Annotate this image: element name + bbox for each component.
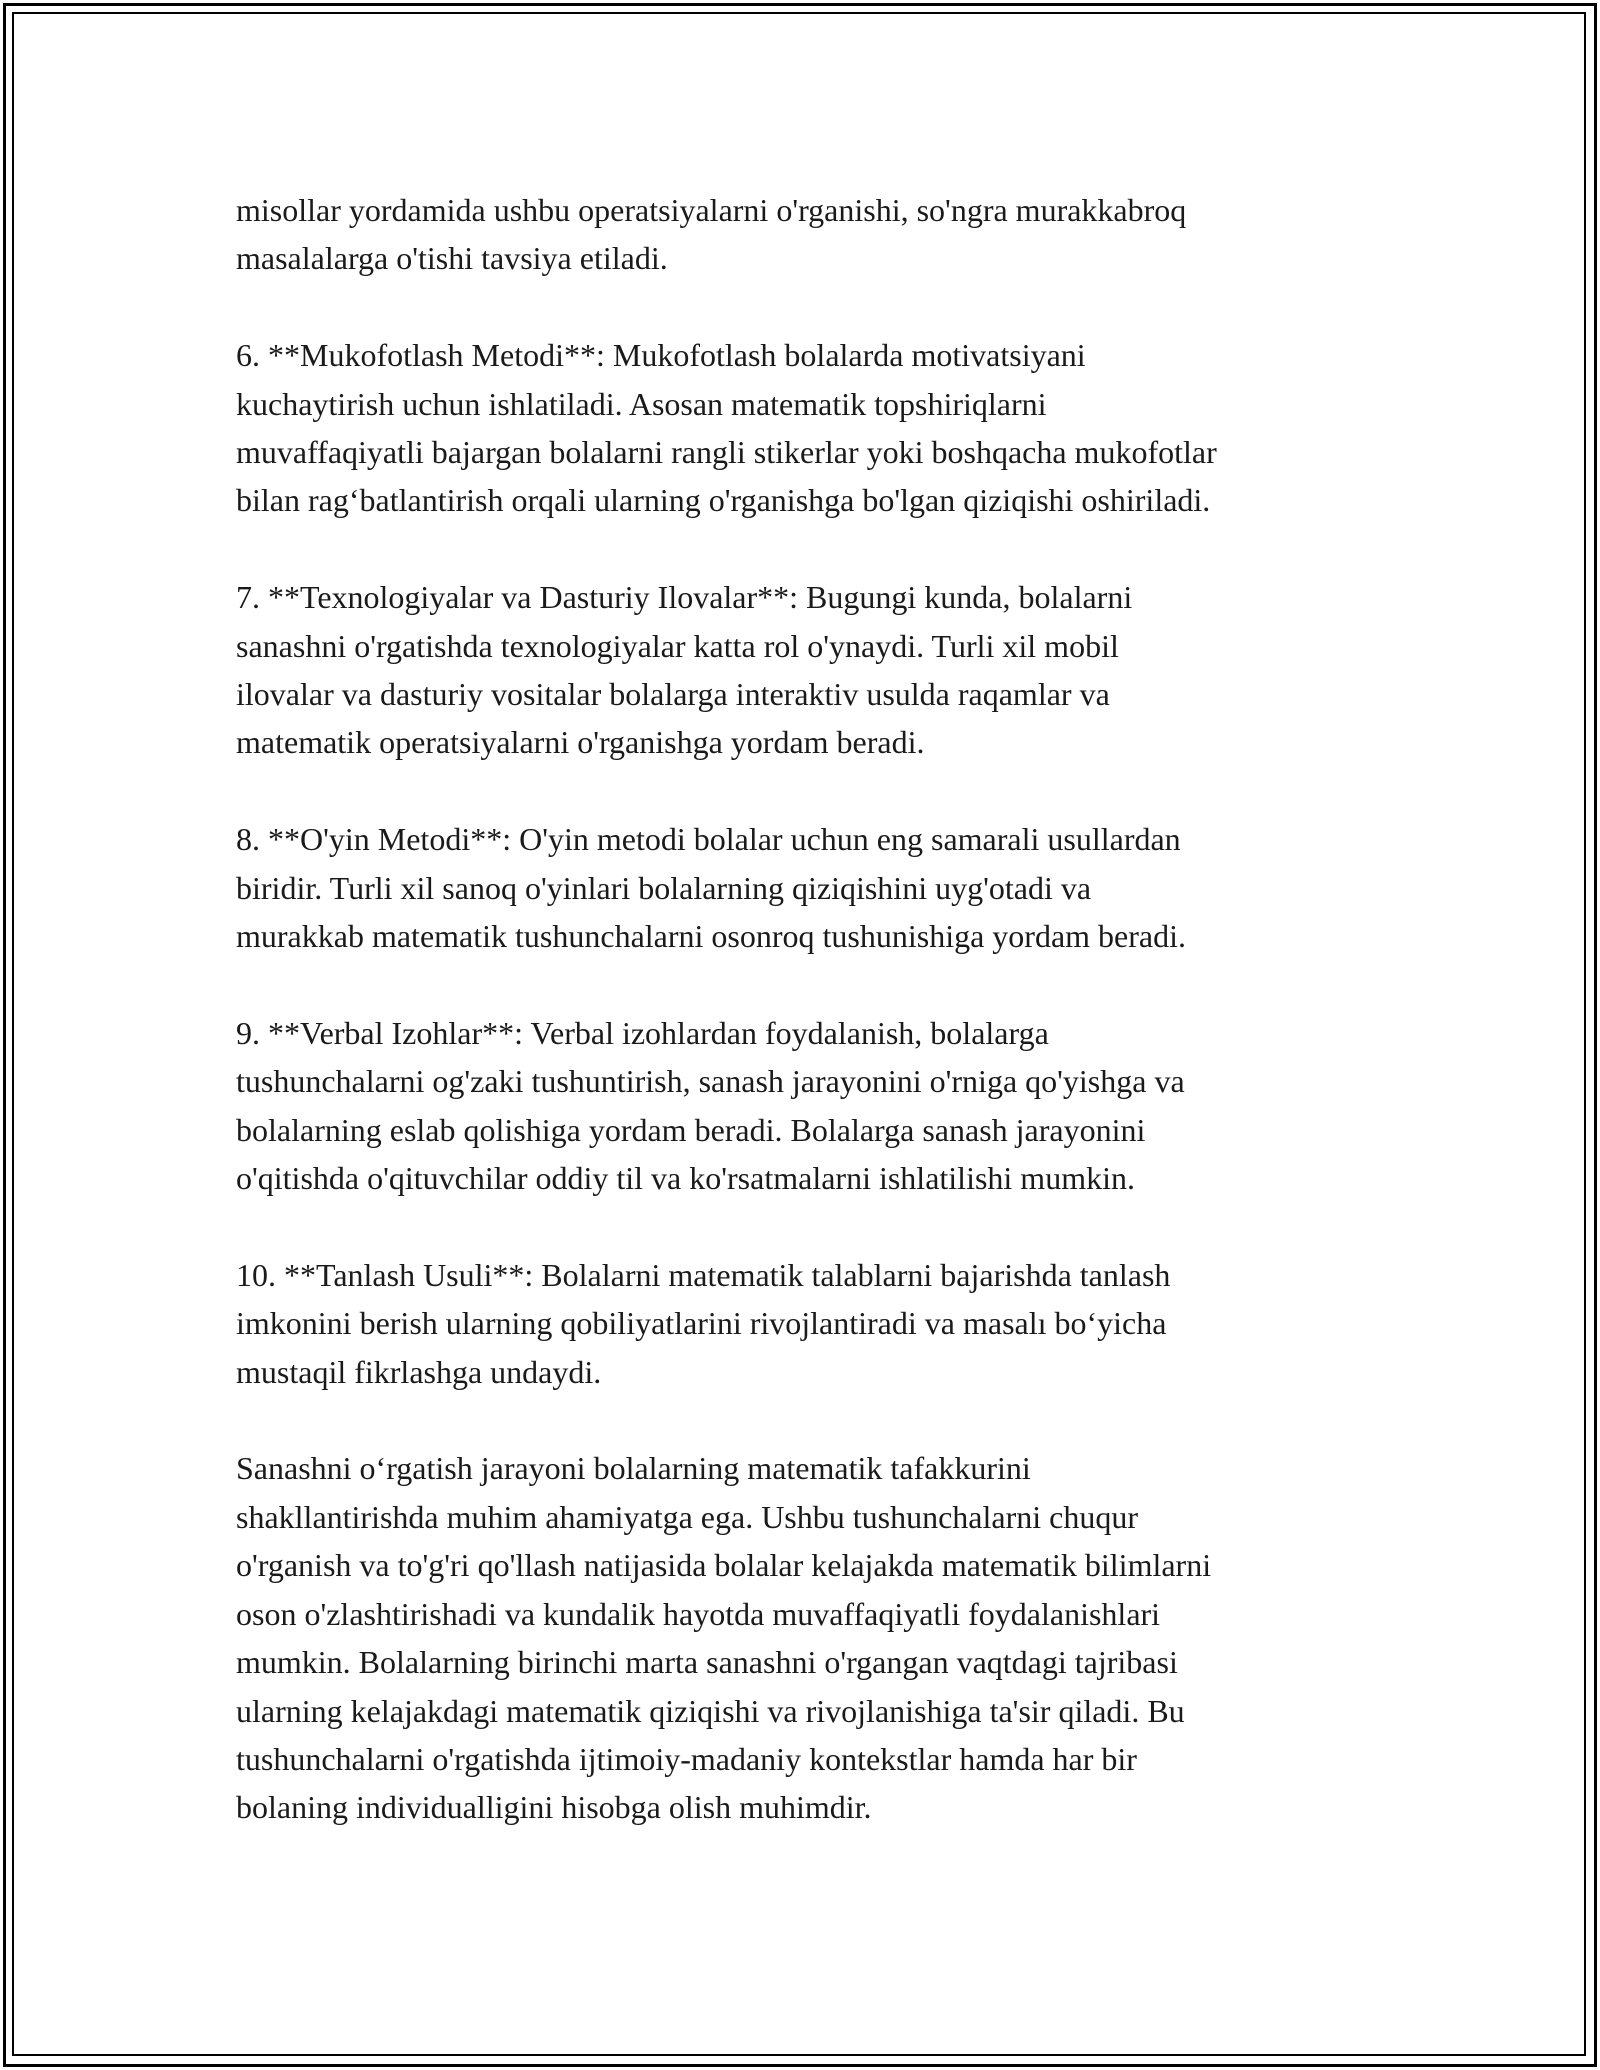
text-line: tushunchalarni o'rgatishda ijtimoiy-madaniy kontekstlar hamda har bir [236, 1740, 1137, 1777]
text-line: 10. **Tanlash Usuli**: Bolalarni matematik talablarni bajarishda tanlash [236, 1256, 1171, 1293]
text-line: 9. **Verbal Izohlar**: Verbal izohlardan foydalanish, bolalarga [236, 1014, 1049, 1051]
text-line: 7. **Texnologiyalar va Dasturiy Ilovalar**: Bugungi kunda, bolalarni [236, 579, 1133, 616]
text-line: ilovalar va dasturiy vositalar bolalarga interaktiv usulda raqamlar va [236, 676, 1110, 713]
text-line: muvaffaqiyatli bajargan bolalarni rangli stikerlar yoki boshqacha mukofotlar [236, 434, 1217, 471]
text-line: mustaqil fikrlashga undaydi. [236, 1353, 602, 1390]
paragraph [236, 1444, 1386, 1831]
text-line: misollar yordamida ushbu operatsiyalarni o'rganishi, so'ngra murakkabroq [236, 192, 1187, 228]
document-body [236, 186, 1386, 1880]
paragraph [236, 331, 1386, 525]
text-line: masalalarga o'tishi tavsiya etiladi. [236, 240, 668, 277]
paragraph [236, 1251, 1386, 1396]
paragraph [236, 186, 1386, 283]
text-line: 8. **O'yin Metodi**: O'yin metodi bolalar uchun eng samarali usullardan [236, 821, 1181, 858]
text-line: matematik operatsiyalarni o'rganishga yordam beradi. [236, 724, 925, 761]
text-line: ularning kelajakdagi matematik qiziqishi va rivojlanishiga ta'sir qiladi. Bu [236, 1692, 1185, 1729]
paragraph [236, 815, 1386, 960]
text-line: oson o'zlashtirishadi va kundalik hayotda muvaffaqiyatli foydalanishlari [236, 1595, 1161, 1632]
paragraph [236, 1009, 1386, 1203]
text-line: biridir. Turli xil sanoq o'yinlari bolalarning qiziqishini uyg'otadi va [236, 869, 1092, 906]
text-line: murakkab matematik tushunchalarni osonroq tushunishiga yordam beradi. [236, 918, 1186, 955]
text-line: mumkin. Bolalarning birinchi marta sanashni o'rgangan vaqtdagi tajribasi [236, 1644, 1178, 1681]
text-line: bolalarning eslab qolishiga yordam beradi. Bolalarga sanash jarayonini [236, 1111, 1146, 1148]
text-line: o'rganish va to'g'ri qo'llash natijasida bolalar kelajakda matematik bilimlarni [236, 1547, 1212, 1584]
text-line: Sanashni o‘rgatish jarayoni bolalarning matematik tafakkurini [236, 1450, 1031, 1487]
text-line: 6. **Mukofotlash Metodi**: Mukofotlash bolalarda motivatsiyani [236, 337, 1086, 374]
text-line: imkonini berish ularning qobiliyatlarini rivojlantiradi va masalı bo‘yicha [236, 1305, 1167, 1342]
text-line: shakllantirishda muhim ahamiyatga ega. Ushbu tushunchalarni chuqur [236, 1498, 1138, 1535]
text-line: bolaning individualligini hisobga olish muhimdir. [236, 1789, 872, 1826]
text-line: bilan rag‘batlantirish orqali ularning o'rganishga bo'lgan qiziqishi oshiriladi. [236, 482, 1211, 519]
text-line: sanashni o'rgatishda texnologiyalar katta rol o'ynaydi. Turli xil mobil [236, 627, 1119, 664]
text-line: tushunchalarni og'zaki tushuntirish, sanash jarayonini o'rniga qo'yishga va [236, 1063, 1185, 1100]
text-line: kuchaytirish uchun ishlatiladi. Asosan matematik topshiriqlarni [236, 385, 1047, 422]
paragraph [236, 573, 1386, 767]
text-line: o'qitishda o'qituvchilar oddiy til va ko'rsatmalarni ishlatilishi mumkin. [236, 1160, 1135, 1197]
